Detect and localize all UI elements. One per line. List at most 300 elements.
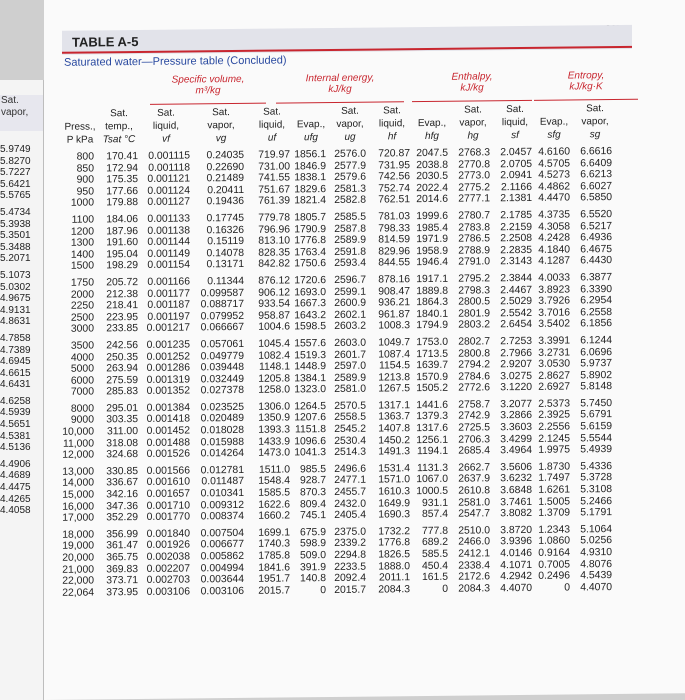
cell-hf: 1213.8 [378,371,410,384]
cell-hfg: 1570.9 [416,371,448,383]
group-internal-energy: Internal energy, kJ/kg [276,72,404,103]
cell-hg: 2800.8 [458,347,490,360]
cell-press: 3000 [70,323,94,336]
cell-hg: 2777.1 [458,193,490,206]
cell-vf: 0.001144 [147,236,190,249]
cell-sfg: 2.3925 [538,409,570,422]
cell-press: 9000 [70,414,94,427]
cell-hfg: 1958.9 [416,245,448,257]
cell-sf: 3.2866 [500,410,532,422]
cell-uf: 1306.0 [258,401,290,413]
cell-hf: 731.95 [378,159,410,172]
cell-hf: 1317.1 [378,400,410,412]
cell-hf: 762.51 [378,194,410,206]
cell-temp: 187.96 [106,225,138,237]
cell-sfg: 1.8730 [538,461,570,473]
cell-ufg: 1384.1 [294,372,326,385]
cell-hfg: 585.5 [421,548,448,561]
cell-ufg: 0 [320,584,326,596]
cell-hf: 1363.7 [378,411,410,423]
cell-hf: 844.55 [378,257,410,269]
cell-press: 18,000 [62,529,94,541]
cell-hg: 2510.0 [458,525,490,537]
cell-vg: 0.007504 [200,527,244,540]
cell-press: 22,000 [62,575,94,587]
cell-ufg: 870.3 [299,487,326,499]
cell-hfg: 1441.6 [416,399,448,411]
group-entropy: Entropy, kJ/kg·K [534,70,638,101]
cell-press: 11,000 [62,438,94,450]
cell-hg: 2772.6 [458,382,490,394]
left-page-value: 4.6258 [0,395,31,407]
cell-press: 13,000 [62,466,94,478]
cell-sfg: 4.3735 [538,209,570,221]
cell-vg: 0.003644 [200,574,244,586]
cell-hf: 720.87 [378,148,410,160]
cell-vf: 0.001133 [147,213,190,225]
cell-temp: 356.99 [106,528,138,541]
left-page-value: 4.5136 [0,442,31,454]
cell-vg: 0.088717 [200,299,244,311]
cell-sg: 6.6409 [580,157,612,169]
cell-temp: 175.35 [106,174,138,186]
cell-sg: 6.6027 [580,180,612,193]
cell-vg: 0.11344 [207,275,244,288]
cell-uf: 751.67 [258,184,290,196]
cell-vf: 0.001566 [146,465,190,477]
cell-uf: 1699.1 [258,527,290,539]
cell-sg: 5.3108 [580,484,612,496]
cell-press: 3500 [70,340,94,352]
cell-ug: 2015.7 [334,584,366,596]
cell-vf: 0.003106 [146,586,190,598]
cell-sfg: 0.9164 [538,547,570,559]
cell-sfg: 3.2731 [538,346,570,359]
cell-ufg: 140.8 [299,573,326,585]
header-temp: Sat. temp., Tsat °C [102,108,136,146]
left-page-value: 4.7389 [0,344,31,356]
cell-press: 4000 [70,351,94,364]
cell-sg: 6.2558 [580,306,612,319]
cell-uf: 1841.6 [258,562,290,574]
cell-press: 7000 [70,386,94,398]
cell-sfg: 4.1840 [538,244,570,256]
cell-hg: 2798.3 [458,284,490,297]
header-press: Press., P kPa [64,121,96,146]
cell-sf: 2.7966 [500,347,532,359]
cell-sfg: 2.2556 [538,421,570,433]
cell-hf: 1610.3 [378,486,410,498]
cell-uf: 933.54 [258,298,290,310]
cell-temp: 191.60 [106,237,138,249]
cell-vg: 0.003106 [200,585,244,598]
cell-ufg: 1763.4 [294,246,326,259]
cell-uf: 1511.0 [258,464,290,476]
cell-press: 19,000 [62,540,94,553]
cell-sg: 6.4936 [580,232,612,244]
cell-hf: 1888.0 [378,560,410,573]
cell-press: 15,000 [62,489,94,501]
cell-uf: 1951.7 [258,573,290,585]
cell-press: 850 [76,163,94,175]
cell-sf: 3.8082 [500,508,532,520]
cell-ug: 2405.4 [334,509,366,522]
cell-press: 1000 [70,197,94,210]
cell-uf: 779.78 [258,212,290,224]
cell-hfg: 689.2 [421,537,448,549]
cell-sf: 2.2835 [500,244,532,256]
cell-hfg: 0 [442,583,448,595]
table-title: Saturated water—Pressure table (Concluded) [64,54,287,69]
left-page-value: 5.3501 [0,230,31,242]
cell-hf: 1690.3 [378,509,410,521]
left-page-value: 5.3488 [0,241,31,253]
cell-hfg: 2022.4 [416,182,448,194]
cell-ug: 2545.2 [334,423,366,436]
cell-hf: 1571.0 [378,474,410,486]
cell-ug: 2585.5 [334,211,366,223]
header-hfg: Evap., hfg [417,117,447,143]
left-page-value: 5.7227 [0,167,31,179]
column-press [62,151,94,599]
cell-sfg: 4.6160 [538,146,570,158]
cell-vf: 0.001710 [146,500,190,512]
cell-temp: 195.04 [106,248,138,261]
left-page-value: 4.5651 [0,419,31,431]
cell-uf: 741.55 [258,172,290,184]
cell-uf: 1258.0 [258,384,290,397]
cell-temp: 275.59 [106,374,138,387]
cell-vg: 0.17745 [206,212,244,225]
header-ug: Sat. vapor, ug [336,105,364,143]
cell-hf: 2011.1 [378,572,410,584]
cell-hg: 2770.8 [458,158,490,171]
cell-sf: 4.4070 [500,582,532,595]
cell-hfg: 1840.1 [416,308,448,320]
cell-uf: 1433.9 [258,436,290,448]
cell-hfg: 1256.1 [416,434,448,446]
cell-sg: 5.5544 [580,432,612,445]
cell-sfg: 4.1287 [538,255,570,268]
cell-temp: 233.85 [106,323,138,335]
cell-press: 1200 [70,226,94,238]
cell-hfg: 2038.8 [416,159,448,171]
cell-hfg: 1000.5 [416,485,448,498]
cell-vf: 0.001770 [146,511,190,524]
left-page-value: 4.4906 [0,458,31,470]
cell-hf: 1407.8 [378,423,410,435]
cell-vg: 0.014264 [200,448,244,460]
cell-hg: 2725.5 [458,422,490,434]
cell-hg: 2784.6 [458,371,490,383]
cell-vf: 0.001252 [146,350,190,363]
cell-temp: 223.95 [106,311,138,324]
cell-hg: 2775.2 [458,182,490,194]
cell-hfg: 1985.4 [416,222,448,234]
column-hf [370,148,410,596]
cell-sf: 2.0705 [500,158,532,170]
cell-temp: 373.71 [106,575,138,587]
cell-sfg: 0.7005 [538,559,570,571]
cell-sf: 2.1381 [500,193,532,205]
cell-hg: 2773.0 [458,170,490,182]
cell-hf: 1776.8 [378,537,410,549]
left-page-value: 5.6421 [0,178,31,190]
cell-hfg: 1794.9 [416,320,448,332]
cell-sfg: 4.3058 [538,221,570,233]
cell-sfg: 4.5705 [538,158,570,170]
cell-hfg: 2047.5 [416,147,448,160]
cell-temp: 242.56 [106,339,138,352]
cell-ufg: 1448.9 [294,361,326,373]
cell-ufg: 391.9 [299,561,326,573]
cell-temp: 179.88 [106,197,138,209]
cell-sg: 6.5850 [580,192,612,204]
cell-ug: 2601.7 [334,349,366,361]
cell-uf: 1350.9 [258,412,290,425]
cell-sf: 3.9396 [500,536,532,548]
cell-sg: 6.6616 [580,146,612,158]
cell-temp: 263.94 [106,363,138,375]
cell-uf: 906.12 [258,286,290,299]
cell-hfg: 2030.5 [416,170,448,183]
cell-sf: 3.4964 [500,445,532,457]
cell-vg: 0.004994 [200,562,244,574]
cell-hf: 936.21 [378,297,410,309]
cell-hg: 2338.4 [458,559,490,572]
cell-hg: 2547.7 [458,508,490,520]
cell-ug: 2496.6 [334,463,366,475]
cell-sf: 2.2508 [500,233,532,245]
cell-sfg: 1.9975 [538,444,570,457]
cell-sf: 3.6232 [500,473,532,485]
cell-temp: 303.35 [106,414,138,426]
cell-uf: 719.97 [258,149,290,161]
cell-ug: 2576.0 [334,148,366,160]
left-page-values [0,144,44,517]
cell-vf: 0.001319 [146,374,190,386]
cell-ug: 2596.7 [334,274,366,286]
cell-hfg: 1999.6 [416,210,448,223]
cell-hg: 2791.0 [458,256,490,269]
cell-ufg: 1041.3 [294,447,326,459]
cell-vg: 0.19436 [206,196,244,208]
cell-uf: 876.12 [258,275,290,287]
cell-hg: 2466.0 [458,536,490,549]
cell-sg: 5.4336 [580,460,612,473]
header-sg: Sat. vapor, sg [581,103,609,141]
cell-hf: 798.33 [378,222,410,235]
cell-press: 1300 [70,237,94,249]
cell-temp: 318.08 [106,437,138,450]
cell-ufg: 1805.7 [294,212,326,224]
cell-press: 800 [76,151,94,163]
cell-hfg: 450.4 [421,560,448,572]
table-label: TABLE A-5 [62,25,632,55]
cell-sfg: 3.3991 [538,335,570,347]
column-temp [96,151,138,599]
cell-sfg: 3.5402 [538,318,570,331]
cell-vf: 0.001127 [147,196,190,209]
cell-hf: 829.96 [378,245,410,258]
cell-sfg: 4.4862 [538,181,570,193]
left-page-value: 5.3938 [0,218,31,230]
cell-vg: 0.010341 [200,487,244,500]
cell-hf: 961.87 [378,308,410,321]
cell-sfg: 4.2428 [538,232,570,244]
cell-temp: 177.66 [106,185,138,198]
column-uf [250,149,290,597]
cell-press: 21,000 [62,564,94,576]
cell-sf: 2.5029 [500,296,532,308]
cell-hg: 2610.8 [458,485,490,497]
cell-hg: 2758.7 [458,399,490,411]
cell-sf: 3.7461 [500,496,532,508]
left-page-value: 4.4058 [0,505,31,517]
cell-hf: 742.56 [378,171,410,183]
cell-ug: 2603.0 [334,337,366,349]
cell-hf: 878.16 [378,274,410,286]
left-page-value: 5.4734 [0,206,31,218]
cell-ug: 2599.1 [334,286,366,298]
cell-vf: 0.001452 [146,425,190,437]
cell-hg: 2662.7 [458,462,490,474]
cell-hg: 2802.7 [458,336,490,348]
header-vg: Sat. vapor, vg [207,107,235,145]
cell-sf: 2.5542 [500,307,532,319]
cell-vf: 0.001149 [147,248,190,260]
cell-hg: 2412.1 [458,548,490,560]
cell-sg: 5.4939 [580,444,612,456]
cell-vg: 0.020489 [200,413,244,425]
column-vf [138,150,190,598]
column-vg [194,150,244,598]
column-sf [494,147,532,595]
cell-hg: 2801.9 [458,308,490,320]
header-hg: Sat. vapor, hg [459,104,487,142]
cell-vf: 0.001352 [146,385,190,398]
cell-ufg: 985.5 [299,463,326,476]
header-ufg: Evap., ufg [296,119,326,144]
cell-hfg: 1917.1 [416,273,448,286]
cell-uf: 731.00 [258,161,290,173]
cell-temp: 361.47 [106,540,138,552]
header-uf: Sat. liquid, uf [258,106,286,144]
cell-sfg: 1.7497 [538,472,570,485]
cell-sg: 6.2954 [580,295,612,307]
cell-vf: 0.001926 [146,539,190,552]
cell-hf: 1531.4 [378,463,410,475]
cell-hfg: 1946.4 [416,257,448,269]
cell-vg: 0.018028 [200,424,244,437]
cell-ufg: 1846.9 [294,160,326,172]
column-ug [330,149,366,597]
cell-sg: 5.6159 [580,421,612,433]
cell-temp: 369.83 [106,563,138,575]
cell-hg: 2794.2 [458,359,490,371]
cell-hf: 814.59 [378,234,410,246]
cell-sg: 6.4430 [580,255,612,267]
cell-vf: 0.001154 [147,259,190,272]
cell-ug: 2603.2 [334,320,366,333]
cell-sfg: 1.2343 [538,524,570,536]
cell-sfg: 4.5273 [538,169,570,182]
cell-vg: 0.22690 [206,161,244,173]
left-page-value: 4.9131 [0,304,31,316]
column-hfg [412,148,448,596]
cell-ug: 2558.5 [334,412,366,424]
cell-ug: 2589.9 [334,234,366,247]
cell-press: 1100 [71,214,94,226]
cell-ufg: 1096.6 [294,435,326,448]
cell-uf: 813.10 [258,235,290,247]
left-page-value: 4.6945 [0,356,31,368]
cell-ufg: 1151.8 [294,424,326,436]
cell-sg: 5.7450 [580,397,612,410]
cell-vf: 0.001197 [147,311,190,323]
cell-sfg: 1.3709 [538,507,570,520]
cell-ufg: 1720.6 [294,274,326,287]
cell-uf: 1660.2 [258,510,290,522]
cell-hf: 1049.7 [378,337,410,349]
cell-sf: 2.0457 [500,146,532,159]
cell-uf: 1393.3 [258,424,290,436]
cell-vf: 0.001115 [148,150,190,162]
cell-hfg: 1505.2 [416,383,448,395]
cell-uf: 842.82 [258,258,290,271]
cell-sf: 3.8720 [500,524,532,537]
cell-hfg: 1379.3 [416,411,448,423]
cell-vg: 0.15119 [207,236,244,248]
cell-ufg: 1519.3 [294,349,326,361]
cell-sfg: 2.1245 [538,433,570,445]
cell-sg: 6.5217 [580,220,612,232]
cell-uf: 1045.4 [258,338,290,350]
cell-ug: 2233.5 [334,561,366,573]
left-page-value: 4.5939 [0,407,31,419]
cell-vg: 0.16326 [206,224,244,236]
cell-temp: 184.06 [106,213,138,226]
cell-sf: 2.4467 [500,284,532,296]
cell-sf: 3.2077 [500,398,532,411]
cell-press: 900 [76,174,94,186]
cell-temp: 295.01 [106,402,138,415]
cell-ufg: 1323.0 [294,384,326,396]
cell-ug: 2581.0 [334,383,366,396]
cell-sf: 3.6848 [500,484,532,497]
cell-sf: 3.4299 [500,433,532,445]
cell-temp: 324.68 [106,449,138,461]
cell-sg: 5.9737 [580,358,612,370]
cell-hg: 2800.5 [458,296,490,308]
left-page-value: 4.5381 [0,430,31,442]
cell-sg: 6.3390 [580,283,612,295]
cell-sg: 6.3877 [580,271,612,284]
cell-sf: 3.0275 [500,370,532,382]
cell-press: 1750 [70,277,94,289]
cell-ug: 2530.4 [334,435,366,447]
left-page-value: 4.4689 [0,470,31,482]
cell-ug: 2591.8 [334,246,366,258]
cell-uf: 1622.6 [258,499,290,511]
cell-temp: 172.94 [106,162,138,174]
cell-uf: 2015.7 [258,585,290,597]
cell-vg: 0.006677 [200,539,244,551]
cell-vf: 0.001121 [147,173,190,186]
cell-hg: 2637.9 [458,473,490,486]
cell-vg: 0.005862 [200,550,244,563]
left-page-value: 5.2071 [0,253,31,265]
